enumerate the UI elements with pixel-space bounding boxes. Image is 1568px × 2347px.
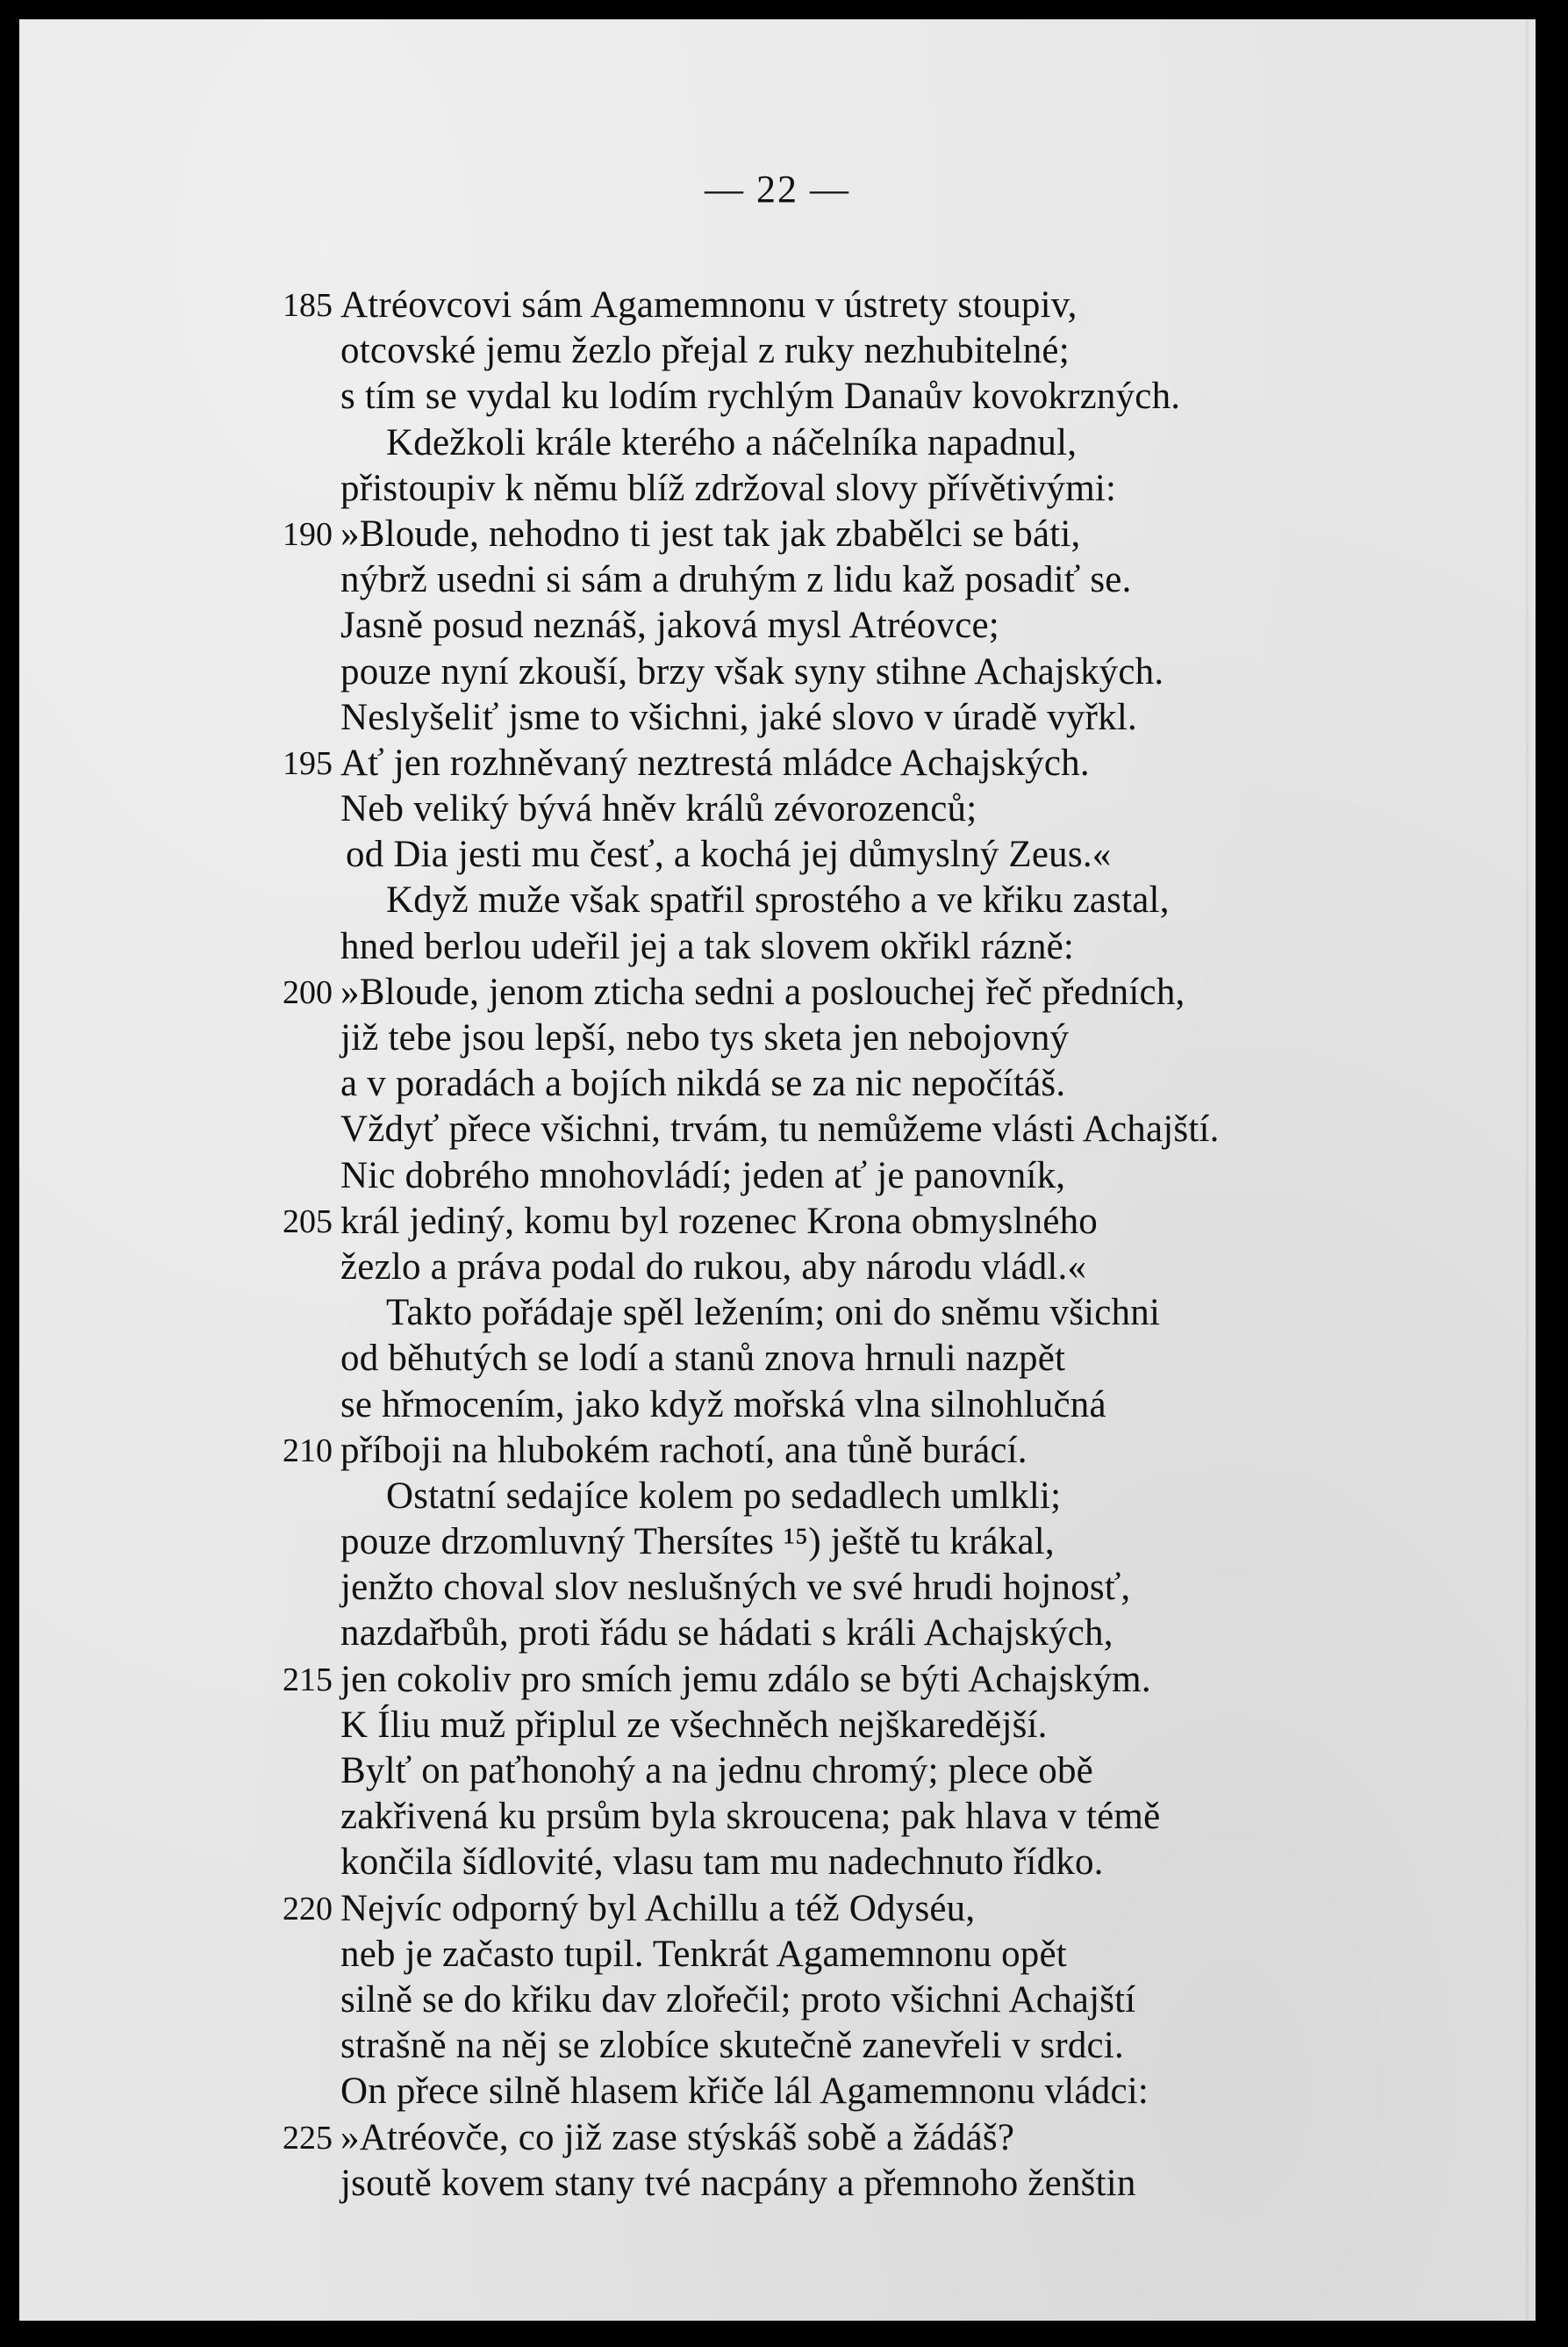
verse-line — [19, 695, 1536, 741]
verse-line — [19, 1977, 1536, 2023]
verse-line — [19, 420, 1536, 466]
verse-line — [19, 650, 1536, 695]
verse-text: od běhutých se lodí a stanů znova hrnuli nazpět — [340, 1338, 1066, 1380]
verse-line — [19, 1428, 1536, 1474]
line-number: 210 — [283, 1432, 333, 1469]
verse-text: Když muže však spatřil sprostého a ve křiku zastal, — [386, 879, 1170, 922]
verse-line — [19, 1611, 1536, 1656]
page-number: — 22 — — [705, 168, 850, 211]
verse-line — [19, 2115, 1536, 2161]
line-number: 215 — [283, 1661, 333, 1698]
verse-line — [19, 1336, 1536, 1382]
verse-line — [19, 1153, 1536, 1199]
verse-text: »Atréovče, co již zase stýskáš sobě a žádáš? — [340, 2116, 1015, 2158]
verse-line — [19, 603, 1536, 649]
verse-text: On přece silně hlasem křiče lál Agamemnonu vládci: — [340, 2071, 1149, 2113]
verse-text: Bylť on paťhonohý a na jednu chromý; plece obě — [340, 1750, 1093, 1791]
verse-text: Neslyšeliť jsme to všichni, jaké slovo v úradě vyřkl. — [340, 696, 1137, 738]
verse-line — [19, 1474, 1536, 1519]
verse-text: nýbrž usedni si sám a druhým z lidu kaž posadiť se. — [340, 559, 1132, 601]
verse-line — [19, 557, 1536, 603]
verse-line — [19, 283, 1536, 328]
verse-text: Kdežkoli krále kterého a náčelníka napadnul, — [386, 421, 1078, 463]
book-page — [19, 19, 1536, 2321]
verse-text: Takto pořádaje spěl ležením; oni do sněmu všichni — [386, 1292, 1161, 1334]
verse-text: a v poradách a bojích nikdá se za nic nepočítáš. — [340, 1063, 1066, 1105]
verse-text: Ať jen rozhněvaný neztrestá mládce Achajských. — [340, 742, 1090, 784]
verse-line — [19, 970, 1536, 1016]
verse-text: končila šídlovité, vlasu tam mu nadechnuto řídko. — [340, 1841, 1104, 1884]
verse-line — [19, 786, 1536, 832]
verse-text: žezlo a práva podal do rukou, aby národu vládl.« — [340, 1245, 1087, 1288]
verse-text: příboji na hlubokém rachotí, ana tůně burácí. — [340, 1429, 1027, 1471]
verse-line — [19, 1840, 1536, 1885]
verse-text: jen cokoliv pro smích jemu zdálo se býti Achajským. — [340, 1658, 1151, 1700]
verse-text: otcovské jemu žezlo přejal z ruky nezhubitelné; — [340, 330, 1070, 372]
line-number: 225 — [283, 2119, 333, 2157]
verse-block — [19, 283, 1536, 2207]
verse-text: Atréovcovi sám Agamemnonu v ústrety stoupiv, — [340, 284, 1078, 326]
verse-line — [19, 2069, 1536, 2114]
verse-line — [19, 1245, 1536, 1290]
verse-text: »Bloude, nehodno ti jest tak jak zbabělci se báti, — [340, 513, 1081, 555]
verse-text: s tím se vydal ku lodím rychlým Danaův kovokrzných. — [340, 376, 1181, 418]
line-number: 200 — [283, 973, 333, 1011]
verse-text: pouze nyní zkouší, brzy však syny stihne Achajských. — [340, 650, 1164, 693]
verse-line — [19, 1519, 1536, 1565]
line-number: 185 — [283, 287, 333, 324]
page-edge-shadow — [1526, 19, 1529, 2321]
verse-text: Ostatní sedajíce kolem po sedadlech umlkli; — [386, 1475, 1062, 1517]
verse-text: Nejvíc odporný byl Achillu a též Odyséu, — [340, 1887, 976, 1929]
verse-text: neb je začasto tupil. Tenkrát Agamemnonu opět — [340, 1933, 1067, 1975]
verse-line — [19, 1290, 1536, 1336]
verse-line — [19, 1703, 1536, 1748]
line-number: 220 — [283, 1890, 333, 1927]
verse-line — [19, 1199, 1536, 1245]
verse-line — [19, 1565, 1536, 1611]
verse-line — [19, 1748, 1536, 1794]
verse-line — [19, 1886, 1536, 1932]
verse-text: přistoupiv k němu blíž zdržoval slovy přívětivými: — [340, 467, 1117, 509]
verse-line — [19, 374, 1536, 420]
verse-text: pouze drzomluvný Thersítes ¹⁵) ještě tu krákal, — [340, 1521, 1055, 1563]
verse-text: již tebe jsou lepší, nebo tys sketa jen nebojovný — [340, 1017, 1070, 1059]
verse-text: od Dia jesti mu česť, a kochá jej důmyslný Zeus.« — [346, 834, 1112, 876]
verse-line — [19, 1061, 1536, 1107]
verse-line — [19, 741, 1536, 786]
verse-line — [19, 328, 1536, 374]
verse-line — [19, 1016, 1536, 1061]
verse-text: král jediný, komu byl rozenec Krona obmyslného — [340, 1200, 1099, 1242]
verse-text: Vždyť přece všichni, trvám, tu nemůžeme vlásti Achajští. — [340, 1109, 1220, 1151]
verse-line — [19, 466, 1536, 512]
verse-text: Neb veliký bývá hněv králů zévorozenců; — [340, 788, 977, 830]
verse-text: hned berlou udeřil jej a tak slovem okřikl rázně: — [340, 925, 1075, 967]
verse-text: »Bloude, jenom zticha sedni a poslouchej řeč předních, — [340, 971, 1185, 1013]
verse-text: Jasně posud neznáš, jaková mysl Atréovce; — [340, 605, 999, 647]
verse-text: jsoutě kovem stany tvé nacpány a přemnoho ženštin — [340, 2162, 1136, 2204]
verse-text: nazdařbůh, proti řádu se hádati s králi Achajských, — [340, 1612, 1113, 1654]
verse-text: Nic dobrého mnohovládí; jeden ať je panovník, — [340, 1154, 1066, 1196]
verse-text: K Íliu muž připlul ze všechněch nejškaredější. — [340, 1704, 1048, 1746]
verse-text: se hřmocením, jako když mořská vlna silnohlučná — [340, 1383, 1106, 1425]
verse-line — [19, 1657, 1536, 1703]
verse-line — [19, 1932, 1536, 1977]
verse-text: jenžto choval slov neslušných ve své hrudi hojnosť, — [340, 1567, 1131, 1609]
line-number: 190 — [283, 515, 333, 553]
verse-line — [19, 2023, 1536, 2069]
verse-line — [19, 832, 1536, 878]
verse-line — [19, 1382, 1536, 1428]
line-number: 205 — [283, 1202, 333, 1240]
verse-line — [19, 878, 1536, 923]
line-number: 195 — [283, 744, 333, 782]
verse-line — [19, 924, 1536, 970]
verse-text: silně se do křiku dav zlořečil; proto všichni Achajští — [340, 1978, 1136, 2020]
verse-text: zakřivená ku prsům byla skroucena; pak hlava v témě — [340, 1796, 1161, 1838]
verse-line — [19, 1107, 1536, 1152]
verse-text: strašně na něj se zlobíce skutečně zanevřeli v srdci. — [340, 2025, 1124, 2067]
verse-line — [19, 1794, 1536, 1840]
verse-line — [19, 512, 1536, 557]
verse-line — [19, 2161, 1536, 2207]
